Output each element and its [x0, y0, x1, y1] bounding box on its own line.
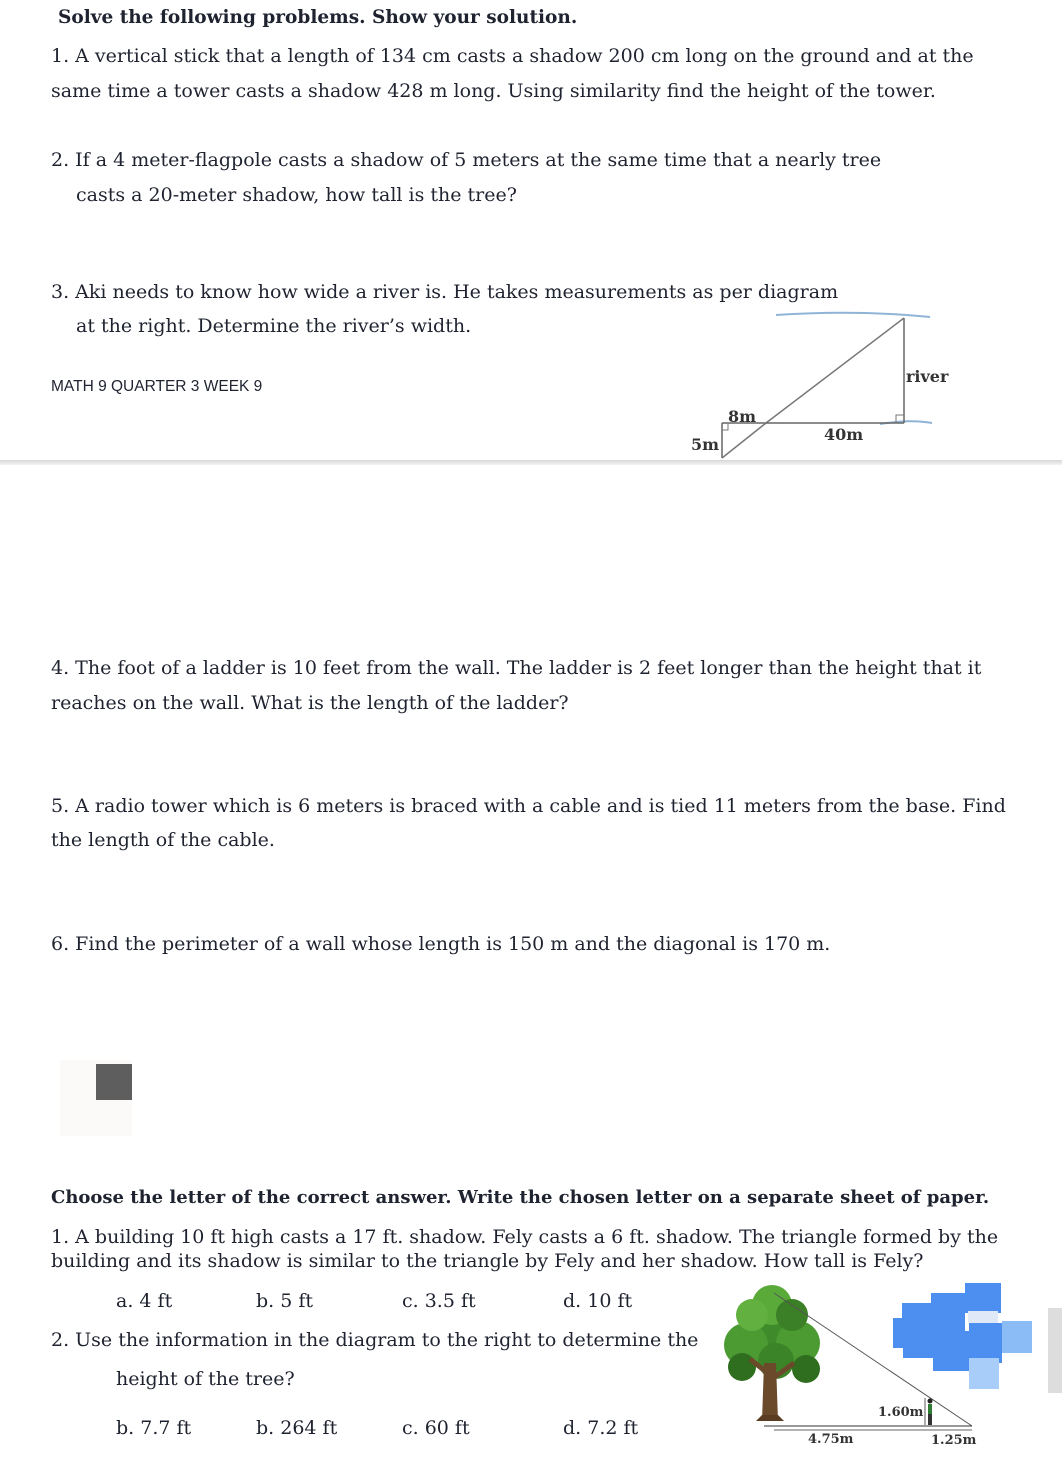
tree-icon [724, 1285, 820, 1421]
mc-q2-choice-a[interactable]: b. 7.7 ft [116, 1417, 192, 1439]
label-person-shadow: 1.25m [931, 1433, 977, 1448]
mc-q2-choice-c[interactable]: c. 60 ft [402, 1417, 470, 1439]
label-tree-shadow: 4.75m [808, 1432, 854, 1447]
instruction-heading: Solve the following problems. Show your solution. [58, 7, 578, 28]
mc-question-1-line-2: building and its shadow is similar to the triangle by Fely and her shadow. How tall is Fely? [51, 1250, 924, 1272]
mc-question-2-line-2: height of the tree? [116, 1368, 295, 1390]
label-person-height: 1.60m [878, 1405, 924, 1420]
pixelated-redaction [893, 1283, 1062, 1393]
mc-question-2-line-1: 2. Use the information in the diagram to the right to determine the [51, 1329, 699, 1351]
problem-2-line-1: 2. If a 4 meter-flagpole casts a shadow of 5 meters at the same time that a nearly tree [51, 149, 882, 171]
person-icon [928, 1399, 933, 1426]
diagonal-line-lower [722, 423, 766, 458]
problem-5-line-2: the length of the cable. [51, 829, 275, 851]
mc-q1-choice-d[interactable]: d. 10 ft [563, 1290, 633, 1312]
page-divider [0, 460, 1062, 465]
problem-3-line-2: at the right. Determine the river’s width. [76, 315, 472, 337]
label-40m: 40m [824, 425, 864, 444]
mc-q1-choice-c[interactable]: c. 3.5 ft [402, 1290, 476, 1312]
river-bank-top [776, 313, 930, 317]
problem-6-line-1: 6. Find the perimeter of a wall whose length is 150 m and the diagonal is 170 m. [51, 933, 831, 955]
multiple-choice-instruction: Choose the letter of the correct answer. Write the chosen letter on a separate sheet of paper. [51, 1187, 990, 1208]
problem-4-line-2: reaches on the wall. What is the length of the ladder? [51, 692, 569, 714]
gray-square-mark [96, 1064, 132, 1100]
label-5m: 5m [691, 435, 720, 454]
mc-q1-choice-a[interactable]: a. 4 ft [116, 1290, 173, 1312]
problem-5-line-1: 5. A radio tower which is 6 meters is braced with a cable and is tied 11 meters from the base. Find [51, 795, 1006, 817]
mc-q2-choice-d[interactable]: d. 7.2 ft [563, 1417, 639, 1439]
problem-2-line-2: casts a 20-meter shadow, how tall is the tree? [76, 184, 517, 206]
mc-q1-choice-b[interactable]: b. 5 ft [256, 1290, 314, 1312]
problem-1-line-2: same time a tower casts a shadow 428 m long. Using similarity find the height of the tower. [51, 80, 936, 102]
label-river: river [906, 367, 949, 386]
problem-1-line-1: 1. A vertical stick that a length of 134 cm casts a shadow 200 cm long on the ground and at the [51, 45, 974, 67]
mc-question-1-line-1: 1. A building 10 ft high casts a 17 ft. shadow. Fely casts a 6 ft. shadow. The triangle formed by the [51, 1226, 999, 1248]
label-8m: 8m [728, 407, 757, 426]
page-footer-label: MATH 9 QUARTER 3 WEEK 9 [51, 378, 263, 395]
diagonal-line-upper [766, 318, 904, 423]
problem-3-line-1: 3. Aki needs to know how wide a river is. He takes measurements as per diagram [51, 281, 839, 303]
river-diagram [680, 300, 950, 465]
mc-q2-choice-b[interactable]: b. 264 ft [256, 1417, 338, 1439]
problem-4-line-1: 4. The foot of a ladder is 10 feet from the wall. The ladder is 2 feet longer than the height that it [51, 657, 982, 679]
